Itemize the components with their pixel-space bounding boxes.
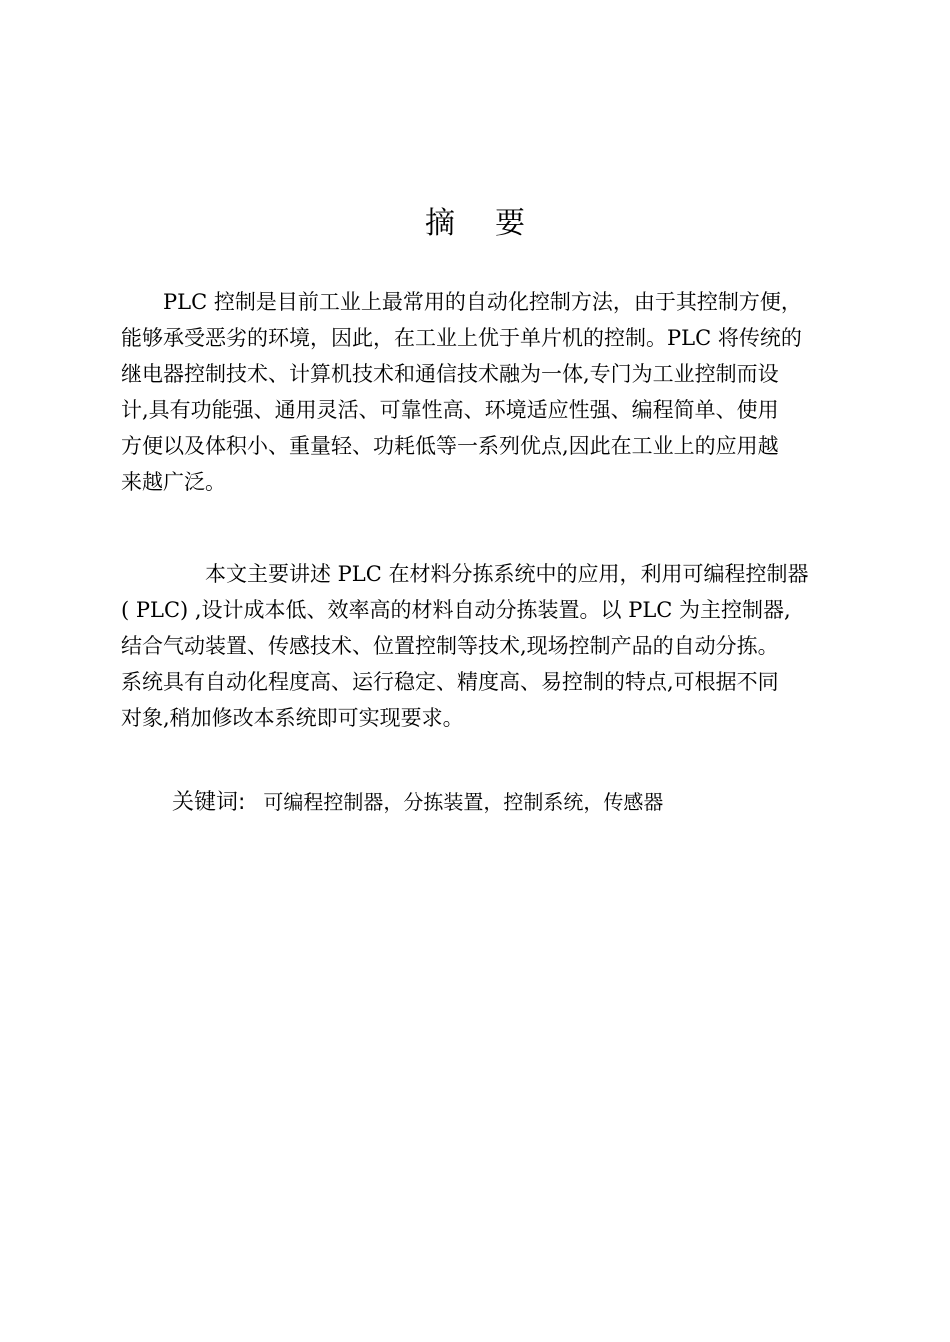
paragraph-line: 结合气动装置、传感技术、位置控制等技术,现场控制产品的自动分拣。 [121, 634, 779, 658]
title-char-1: 摘 [425, 206, 455, 241]
paragraph-line: 本文主要讲述 PLC 在材料分拣系统中的应用，利用可编程控制器 [121, 562, 809, 586]
paragraph-line: 计,具有功能强、通用灵活、可靠性高、环境适应性强、编程简单、使用 [121, 398, 779, 422]
paragraph-line: ( PLC) ,设计成本低、效率高的材料自动分拣装置。以 PLC 为主控制器, [121, 598, 791, 622]
abstract-paragraph-2 [121, 556, 831, 736]
abstract-paragraph-1 [121, 284, 831, 500]
keywords-label: 关键词: [172, 790, 246, 815]
page-title [0, 202, 950, 246]
title-char-2: 要 [495, 206, 525, 241]
paragraph-line: PLC 控制是目前工业上最常用的自动化控制方法，由于其控制方便， [121, 290, 802, 314]
paragraph-line: 系统具有自动化程度高、运行稳定、精度高、易控制的特点,可根据不同 [121, 670, 779, 694]
paragraph-line: 能够承受恶劣的环境，因此，在工业上优于单片机的控制。PLC 将传统的 [121, 326, 802, 350]
paragraph-line: 方便以及体积小、重量轻、功耗低等一系列优点,因此在工业上的应用越 [121, 434, 779, 458]
paragraph-line: 来越广泛。 [121, 470, 226, 494]
keywords-line [172, 785, 663, 820]
paragraph-line: 对象,稍加修改本系统即可实现要求。 [121, 706, 464, 730]
paragraph-line: 继电器控制技术、计算机技术和通信技术融为一体,专门为工业控制而设 [121, 362, 779, 386]
keywords-value: 可编程控制器，分拣装置，控制系统，传感器 [263, 790, 664, 814]
